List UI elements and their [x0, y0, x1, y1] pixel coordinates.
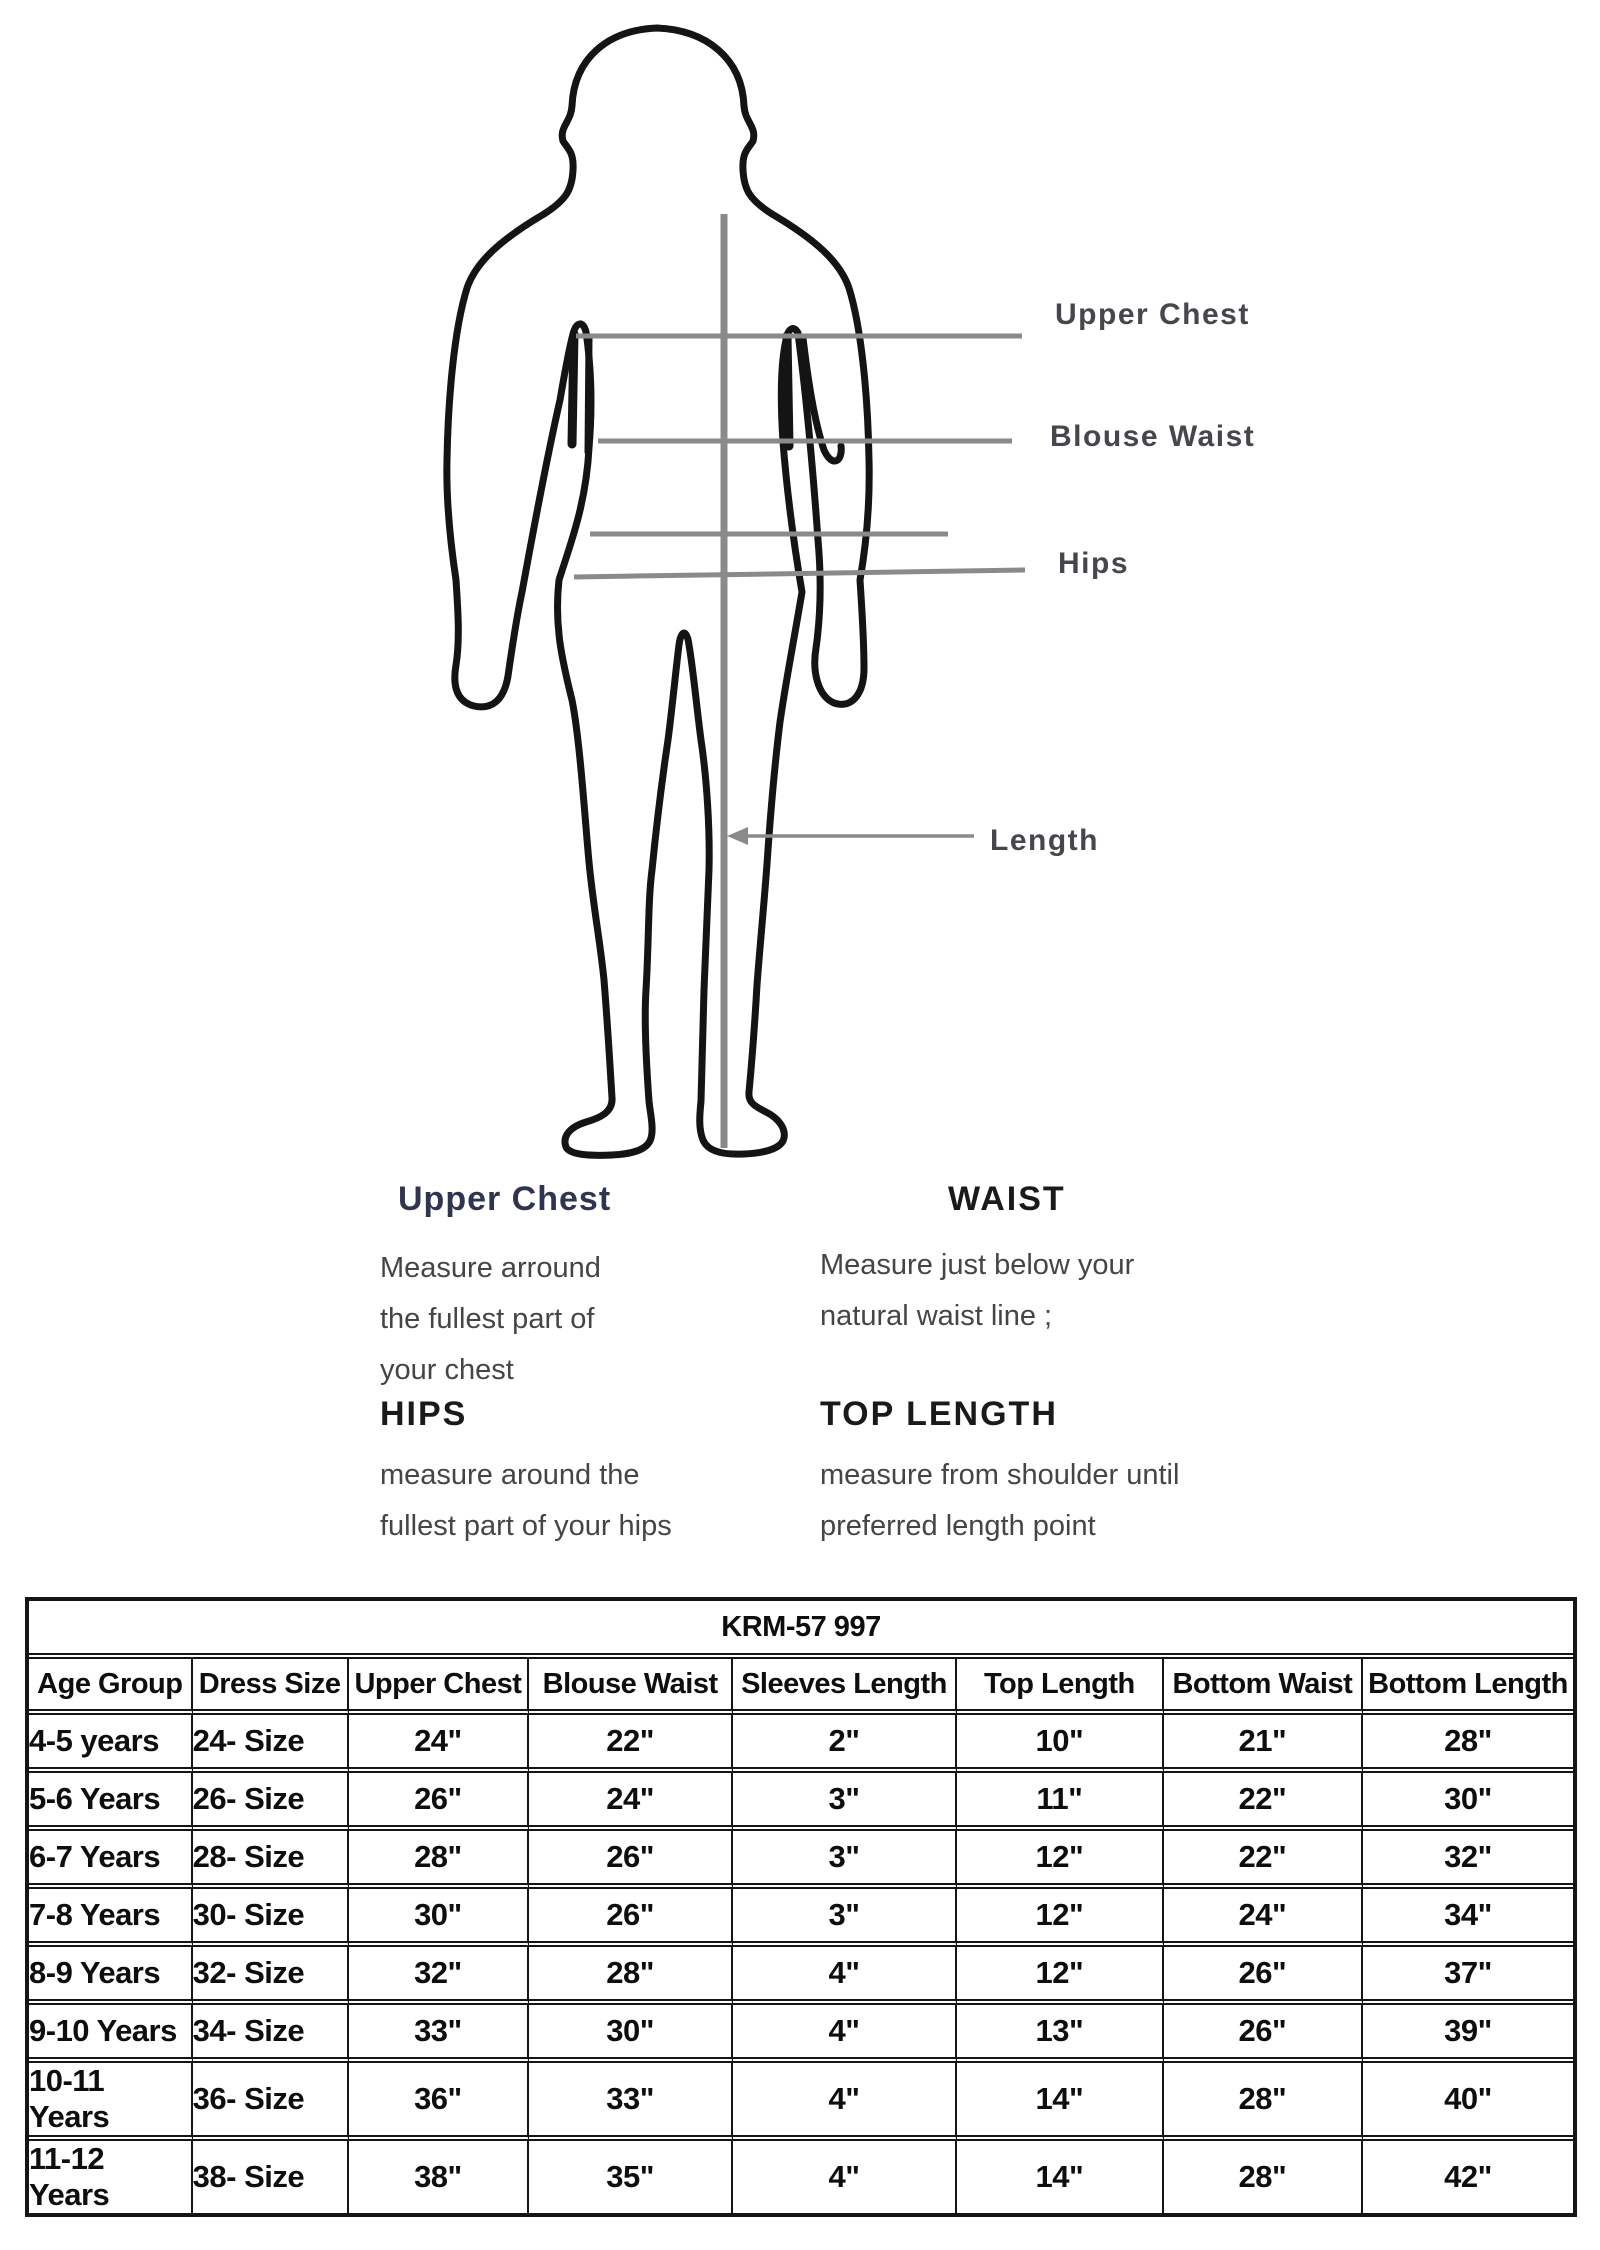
table-cell: 30" [349, 1889, 530, 1947]
right-armpit-mark [787, 336, 789, 446]
instruction-line: the fullest part of [380, 1303, 595, 1335]
table-cell: 4-5 years [29, 1715, 193, 1773]
column-header-upper-chest: Upper Chest [349, 1659, 530, 1715]
table-cell: 4" [733, 2005, 957, 2063]
table-row [29, 2141, 1573, 2213]
column-header-top-length: Top Length [957, 1659, 1164, 1715]
table-title-row [29, 1601, 1573, 1659]
table-cell: 10" [957, 1715, 1164, 1773]
table-cell: 39" [1363, 2005, 1573, 2063]
table-cell: 22" [529, 1715, 733, 1773]
table-cell: 32" [1363, 1831, 1573, 1889]
table-cell: 36- Size [193, 2063, 349, 2141]
instruction-line: your chest [380, 1354, 514, 1386]
table-header-row [29, 1659, 1573, 1715]
table-row [29, 1889, 1573, 1947]
table-cell: 26" [529, 1831, 733, 1889]
table-cell: 12" [957, 1947, 1164, 2005]
instruction-line: measure around the [380, 1459, 640, 1491]
table-cell: 26" [1164, 1947, 1363, 2005]
table-cell: 24" [1164, 1889, 1363, 1947]
table-cell: 4" [733, 2063, 957, 2141]
table-cell: 12" [957, 1889, 1164, 1947]
table-cell: 30" [529, 2005, 733, 2063]
upper-chest-callout-label: Upper Chest [1055, 298, 1250, 331]
table-cell: 3" [733, 1831, 957, 1889]
table-cell: 34- Size [193, 2005, 349, 2063]
upper-chest-instruction-heading: Upper Chest [398, 1180, 612, 1218]
top-length-instruction-heading: TOP LENGTH [820, 1395, 1058, 1433]
instruction-line: Measure arround [380, 1252, 601, 1284]
blouse-waist-callout-label: Blouse Waist [1050, 420, 1256, 453]
left-armpit-mark [572, 334, 574, 444]
instruction-line: natural waist line ; [820, 1300, 1053, 1332]
table-cell: 28" [1164, 2063, 1363, 2141]
table-cell: 6-7 Years [29, 1831, 193, 1889]
table-cell: 32" [349, 1947, 530, 2005]
table-cell: 3" [733, 1889, 957, 1947]
column-header-age-group: Age Group [29, 1659, 193, 1715]
table-cell: 26- Size [193, 1773, 349, 1831]
table-cell: 38- Size [193, 2141, 349, 2213]
table-title: KRM-57 997 [29, 1601, 1573, 1659]
column-header-bottom-length: Bottom Length [1363, 1659, 1573, 1715]
table-cell: 11-12 Years [29, 2141, 193, 2213]
upper-chest-instruction-text [380, 1243, 601, 1396]
table-cell: 30" [1363, 1773, 1573, 1831]
left-armpit-mark-2 [588, 338, 589, 452]
table-cell: 14" [957, 2063, 1164, 2141]
table-cell: 9-10 Years [29, 2005, 193, 2063]
table-cell: 22" [1164, 1831, 1363, 1889]
size-table-container [25, 1597, 1577, 2217]
table-row [29, 1947, 1573, 2005]
table-row [29, 1831, 1573, 1889]
table-cell: 24- Size [193, 1715, 349, 1773]
table-cell: 40" [1363, 2063, 1573, 2141]
table-cell: 7-8 Years [29, 1889, 193, 1947]
table-cell: 22" [1164, 1773, 1363, 1831]
top-length-instruction-text [820, 1450, 1179, 1552]
table-row [29, 2063, 1573, 2141]
table-cell: 21" [1164, 1715, 1363, 1773]
table-cell: 10-11 Years [29, 2063, 193, 2141]
column-header-blouse-waist: Blouse Waist [529, 1659, 733, 1715]
table-cell: 38" [349, 2141, 530, 2213]
table-cell: 2" [733, 1715, 957, 1773]
table-cell: 3" [733, 1773, 957, 1831]
table-cell: 11" [957, 1773, 1164, 1831]
instruction-line: measure from shoulder until [820, 1459, 1180, 1491]
hips-instruction-heading: HIPS [380, 1395, 468, 1433]
table-cell: 4" [733, 2141, 957, 2213]
table-cell: 30- Size [193, 1889, 349, 1947]
table-cell: 14" [957, 2141, 1164, 2213]
column-header-sleeves-length: Sleeves Length [733, 1659, 957, 1715]
table-cell: 28" [1363, 1715, 1573, 1773]
table-row [29, 1715, 1573, 1773]
table-cell: 28" [1164, 2141, 1363, 2213]
instruction-line: preferred length point [820, 1510, 1096, 1542]
length-callout-label: Length [990, 824, 1099, 857]
table-cell: 32- Size [193, 1947, 349, 2005]
table-cell: 5-6 Years [29, 1773, 193, 1831]
table-cell: 24" [529, 1773, 733, 1831]
table-cell: 37" [1363, 1947, 1573, 2005]
table-cell: 33" [529, 2063, 733, 2141]
table-cell: 42" [1363, 2141, 1573, 2213]
table-cell: 28- Size [193, 1831, 349, 1889]
waist-instruction-heading: WAIST [948, 1180, 1066, 1218]
table-cell: 26" [1164, 2005, 1363, 2063]
table-cell: 36" [349, 2063, 530, 2141]
column-header-dress-size: Dress Size [193, 1659, 349, 1715]
table-cell: 8-9 Years [29, 1947, 193, 2005]
table-cell: 28" [529, 1947, 733, 2005]
hips-instruction-text [380, 1450, 672, 1552]
table-row [29, 1773, 1573, 1831]
table-cell: 33" [349, 2005, 530, 2063]
table-cell: 34" [1363, 1889, 1573, 1947]
table-cell: 35" [529, 2141, 733, 2213]
table-cell: 28" [349, 1831, 530, 1889]
table-cell: 4" [733, 1947, 957, 2005]
instruction-line: fullest part of your hips [380, 1510, 672, 1542]
instruction-line: Measure just below your [820, 1249, 1135, 1281]
waist-instruction-text [820, 1240, 1134, 1342]
table-row [29, 2005, 1573, 2063]
table-cell: 12" [957, 1831, 1164, 1889]
table-cell: 13" [957, 2005, 1164, 2063]
hips-callout-label: Hips [1058, 547, 1130, 580]
table-cell: 24" [349, 1715, 530, 1773]
table-cell: 26" [529, 1889, 733, 1947]
column-header-bottom-waist: Bottom Waist [1164, 1659, 1363, 1715]
size-table [29, 1601, 1573, 2213]
table-cell: 26" [349, 1773, 530, 1831]
body-outline-path [447, 28, 869, 1155]
